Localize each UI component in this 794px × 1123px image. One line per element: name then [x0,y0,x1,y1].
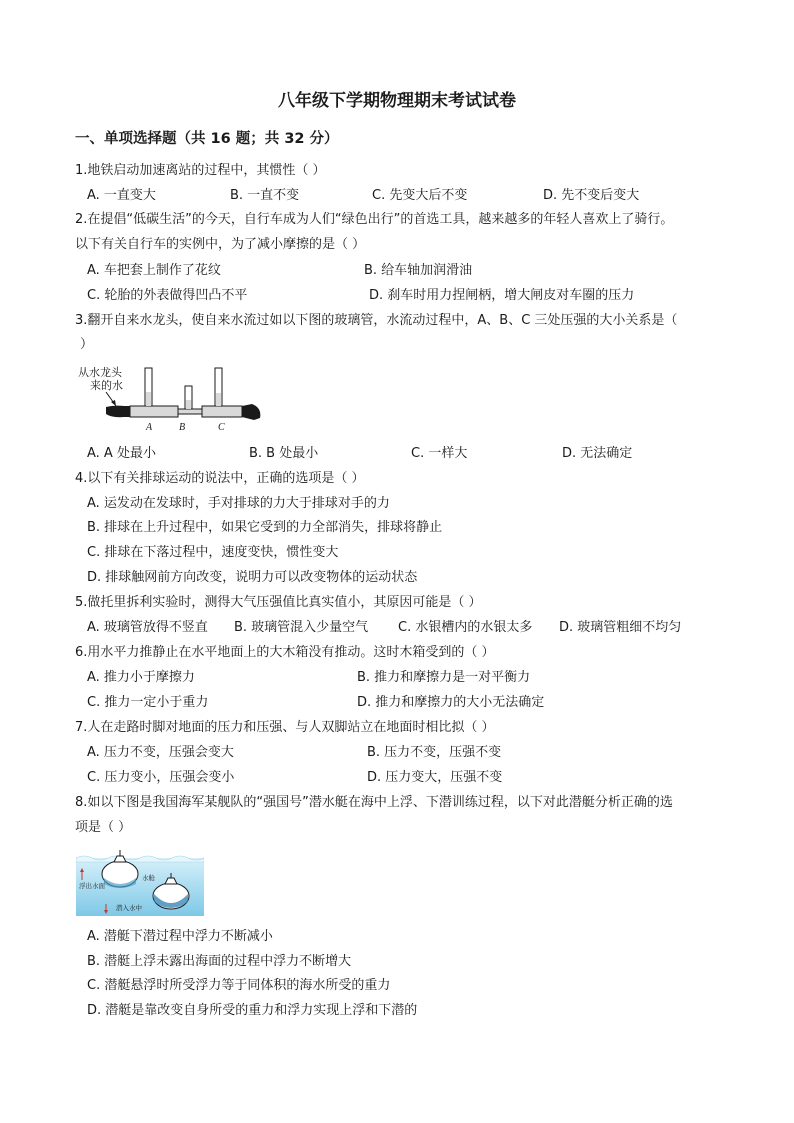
q3-option-c[interactable]: C. 一样大 [411,446,468,461]
question-7-stem: 7.人在走路时脚对地面的压力和压强、与人双脚站立在地面时相比拟（ ） [75,720,495,735]
question-8-stem-line2: 项是（ ） [75,820,132,835]
q4-option-c[interactable]: C. 排球在下落过程中，速度变快，惯性变大 [87,545,339,560]
q8-option-d[interactable]: D. 潜艇是靠改变自身所受的重力和浮力实现上浮和下潜的 [87,1003,418,1018]
faucet-label-line1: 从水龙头 [78,367,122,379]
q2-option-c[interactable]: C. 轮胎的外表做得凹凸不平 [87,288,248,303]
label-ballast-tank: 水舱 [142,874,155,882]
q5-option-d[interactable]: D. 玻璃管粗细不均匀 [559,620,682,635]
q1-option-d[interactable]: D. 先不变后变大 [543,188,640,203]
q3-option-a[interactable]: A. A 处最小 [87,446,156,461]
section-heading: 一、单项选择题（共 16 题；共 32 分） [75,131,339,147]
question-2-stem-line2: 以下有关自行车的实例中，为了减小摩擦的是（ ） [75,237,366,252]
q4-option-d[interactable]: D. 排球触网前方向改变，说明力可以改变物体的运动状态 [87,570,418,585]
q6-option-a[interactable]: A. 推力小于摩擦力 [87,670,195,685]
q6-option-b[interactable]: B. 推力和摩擦力是一对平衡力 [357,670,531,685]
q6-option-c[interactable]: C. 推力一定小于重力 [87,695,209,710]
question-1-stem: 1.地铁启动加速离站的过程中，其惯性（ ） [75,163,326,178]
point-b-label: B [179,422,186,433]
q2-option-a[interactable]: A. 车把套上制作了花纹 [87,263,221,278]
tube-section-b [178,409,202,414]
glass-tube-figure [76,362,266,434]
faucet-label-line2: 来的水 [90,380,123,392]
q8-option-c[interactable]: C. 潜艇悬浮时所受浮力等于同体积的海水所受的重力 [87,978,391,993]
liquid-column-a [146,392,151,406]
q3-option-d[interactable]: D. 无法确定 [562,446,633,461]
label-submerge: 潜入水中 [116,904,142,912]
liquid-column-c [216,393,221,406]
question-8-stem-line1: 8.如以下图是我国海军某舰队的“强国号”潜水艇在海中上浮、下潜训练过程，以下对此潜艇分析正确的选 [75,795,673,810]
question-4-stem: 4.以下有关排球运动的说法中，正确的选项是（ ） [75,471,365,486]
q7-option-d[interactable]: D. 压力变大，压强不变 [367,770,503,785]
inlet-hose [106,406,130,418]
tube-section-c [202,406,242,417]
page-title: 八年级下学期物理期末考试试卷 [278,91,516,111]
point-c-label: C [218,422,225,433]
question-5-stem: 5.做托里拆利实验时，测得大气压强值比真实值小，其原因可能是（ ） [75,595,482,610]
q2-option-b[interactable]: B. 给车轴加润滑油 [364,263,473,278]
q1-option-c[interactable]: C. 先变大后不变 [372,188,468,203]
label-surface: 浮出水面 [79,882,105,890]
question-6-stem: 6.用水平力推静止在水平地面上的大木箱没有推动。这时木箱受到的（ ） [75,645,495,660]
q8-option-b[interactable]: B. 潜艇上浮未露出海面的过程中浮力不断增大 [87,954,352,969]
submarine-figure [76,846,204,916]
q1-option-a[interactable]: A. 一直变大 [87,188,156,203]
liquid-column-b [186,400,191,409]
q1-option-b[interactable]: B. 一直不变 [230,188,300,203]
question-2-stem-line1: 2.在提倡“低碳生活”的今天，自行车成为人们“绿色出行”的首选工具，越来越多的年轻人喜欢上了骑行。 [75,212,674,227]
q7-option-b[interactable]: B. 压力不变，压强不变 [367,745,502,760]
tube-section-a [130,406,178,417]
q4-option-a[interactable]: A. 运发动在发球时，手对排球的力大于排球对手的力 [87,496,390,511]
q5-option-c[interactable]: C. 水银槽内的水银太多 [398,620,533,635]
q5-option-a[interactable]: A. 玻璃管放得不竖直 [87,620,208,635]
q5-option-b[interactable]: B. 玻璃管混入少量空气 [234,620,369,635]
q6-option-d[interactable]: D. 推力和摩擦力的大小无法确定 [357,695,545,710]
q3-option-b[interactable]: B. B 处最小 [249,446,319,461]
q7-option-a[interactable]: A. 压力不变，压强会变大 [87,745,234,760]
q2-option-d[interactable]: D. 刹车时用力捏闸柄，增大闸皮对车圈的压力 [369,288,635,303]
q4-option-b[interactable]: B. 排球在上升过程中，如果它受到的力全部消失，排球将静止 [87,520,443,535]
outlet-hose [242,404,260,420]
q8-option-a[interactable]: A. 潜艇下潜过程中浮力不断减小 [87,929,273,944]
question-3-stem-line1: 3.翻开自来水龙头，使自来水流过如以下图的玻璃管，水流动过程中，A、B、C 三处压强的大小关系是（ [75,313,678,328]
question-3-stem-line2: ） [80,337,94,352]
point-a-label: A [146,422,153,433]
q7-option-c[interactable]: C. 压力变小，压强会变小 [87,770,235,785]
sea-surface [76,856,204,862]
